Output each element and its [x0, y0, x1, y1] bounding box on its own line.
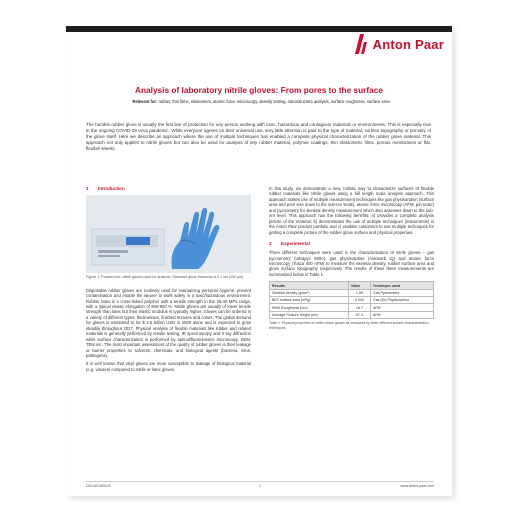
table-cell: Average Feature Height (nm)	[270, 311, 349, 318]
table-cell: AFM	[370, 311, 433, 318]
footer	[86, 484, 434, 490]
introduction-text	[86, 288, 251, 373]
gloves-photo-illustration	[86, 195, 251, 273]
right-column	[269, 186, 434, 330]
table-row	[270, 304, 434, 311]
table-cell: Gas (Kr) Physisorption	[370, 297, 433, 304]
table-header: Results	[270, 282, 349, 289]
table-cell: 0.030	[348, 297, 370, 304]
anton-paar-logo-icon	[355, 34, 369, 54]
document-code: D51IA016EN-B	[86, 484, 111, 488]
footer-website: www.anton-paar.com	[400, 484, 434, 488]
introduction-text-continued	[269, 186, 434, 235]
table-cell: 57.3	[348, 311, 370, 318]
table-cell: Skeletal density (g/cm³)	[270, 289, 349, 296]
relevant-label: Relevant for:	[132, 99, 158, 104]
left-column	[86, 186, 251, 375]
table-cell: RMS Roughness (nm)	[270, 304, 349, 311]
figure-nitrile-gloves	[86, 195, 251, 273]
figure-1-caption: Figure 1: Powder free, nitrile gloves used for analysis. Standard glove thickness is 0.1 mil (152 µm).	[86, 275, 245, 279]
header-dark-strip	[66, 26, 452, 32]
table-header-row	[270, 282, 434, 289]
table-cell: BET surface area (m²/g)	[270, 297, 349, 304]
table-cell: 18.7	[348, 304, 370, 311]
table-cell: Gas Pycnometry	[370, 289, 433, 296]
relevant-text: rubber, thin films, elastomers, atomic force microscopy, density testing, nanostructure analysis, surface roughness, surface area	[158, 99, 390, 104]
table-header: Technique used	[370, 282, 433, 289]
paragraph: Three different techniques were used in the characterization of nitrile gloves – gas pycnometry (Ultrapyc 5000), gas physisorption (Autosorb iQ) and atomic force microscopy (Tosca 400 AFM) to measure the skeletal density, rubber surface area and glove surface topography respectively. The results of these three measurements are summarized below in Table 1.	[269, 250, 434, 277]
paragraph: In this study, we demonstrate a new, holistic way to characterize surfaces of flexible rubber materials like nitrile gloves using a full length scale analysis approach. This approach makes use of multiple measurement techniques like gas physisorption (surface area and pore size down to the sub-nm scale), atomic force microscopy (AFM, pin-scale) and pycnometry for skeletal density measurement which also assesses down to the sub-nm level. This approach has the following benefits: a) provides a complete analysis picture of the material; b) demonstrates the use of multiple techniques (instruments) in the Anton Paar product portfolio and c) enables customers to use multiple techniques for getting a complete picture of the rubber glove surface and physical properties.	[269, 186, 434, 235]
table-row	[270, 297, 434, 304]
experimental-text	[269, 250, 434, 277]
relevant-for	[106, 99, 416, 104]
table-1-caption: Table 1: Physical properties of nitrile rubber gloves as measured by three different surface characterization techniques.	[269, 321, 429, 330]
table-row	[270, 289, 434, 296]
table-cell: 1.06	[348, 289, 370, 296]
document-title: Analysis of laboratory nitrile gloves: From pores to the surface	[134, 85, 384, 95]
brand-name: Anton Paar	[372, 36, 444, 52]
section-heading-introduction: 1 Introduction	[86, 186, 125, 191]
table-cell: AFM	[370, 304, 433, 311]
document-page	[66, 26, 452, 496]
page-number: 1	[259, 484, 261, 488]
results-table	[269, 281, 434, 319]
header-bar	[66, 26, 452, 74]
table-header: Value	[348, 282, 370, 289]
table-row	[270, 311, 434, 318]
abstract: The humble rubber glove is usually the first line of protection for any person working with toxic, hazardous and contagious materials or environments. This is especially true in the ongoing COVID-19 virus pandemic. While everyone agrees on their universal use, very little attention is paid to the type of material, surface topography or porosity of the glove itself. Here we describe an approach where the use of multiple techniques has enabled a complete physical characterization of the rubber glove material. This approach not only applies to nitrile gloves but can also be used for analysis of any rubber material, polymer coatings, thin elastomeric films, porous membranes or flat, flexible sheets.	[86, 122, 431, 151]
paragraph: It is well known that vinyl gloves are more susceptible to leakage of biological material (e.g. viruses) compared to nitrile or latex gloves.	[86, 361, 251, 372]
section-heading-experimental: 2 Experimental	[269, 241, 310, 247]
paragraph: Disposable rubber gloves are routinely used for maintaining personal hygiene, prevent contamination and enable the wearer to work safely in a toxic/hazardous environment. Rubber latex is a cross-linked polymer with a tensile strength in the 25-40 MPa range, with a typical elastic elongation of 800-900 %. Nitrile gloves are usually of lower tensile strength than latex but their elastic modulus is typically higher. Gloves can be ordered in a variety of different types, thicknesses, finished textures and colors. The global demand for gloves is estimated to be $ 2.5 billion USD in 2020 alone and is expected to grow steadily throughout 2027. Physical analysis of flexible materials like rubber and related materials is generally performed by tensile testing, IR spectroscopy and X-ray diffraction while surface characterization is performed by optical/fluorescence microscopy, SEM, TEM etc. The most important assessment of the quality of rubber gloves is their leakage or barrier properties to solvents, chemicals, and biological agents (bacteria, virus, pathogens).	[86, 287, 251, 359]
brand-logo	[355, 34, 444, 54]
footer-divider	[86, 481, 434, 482]
